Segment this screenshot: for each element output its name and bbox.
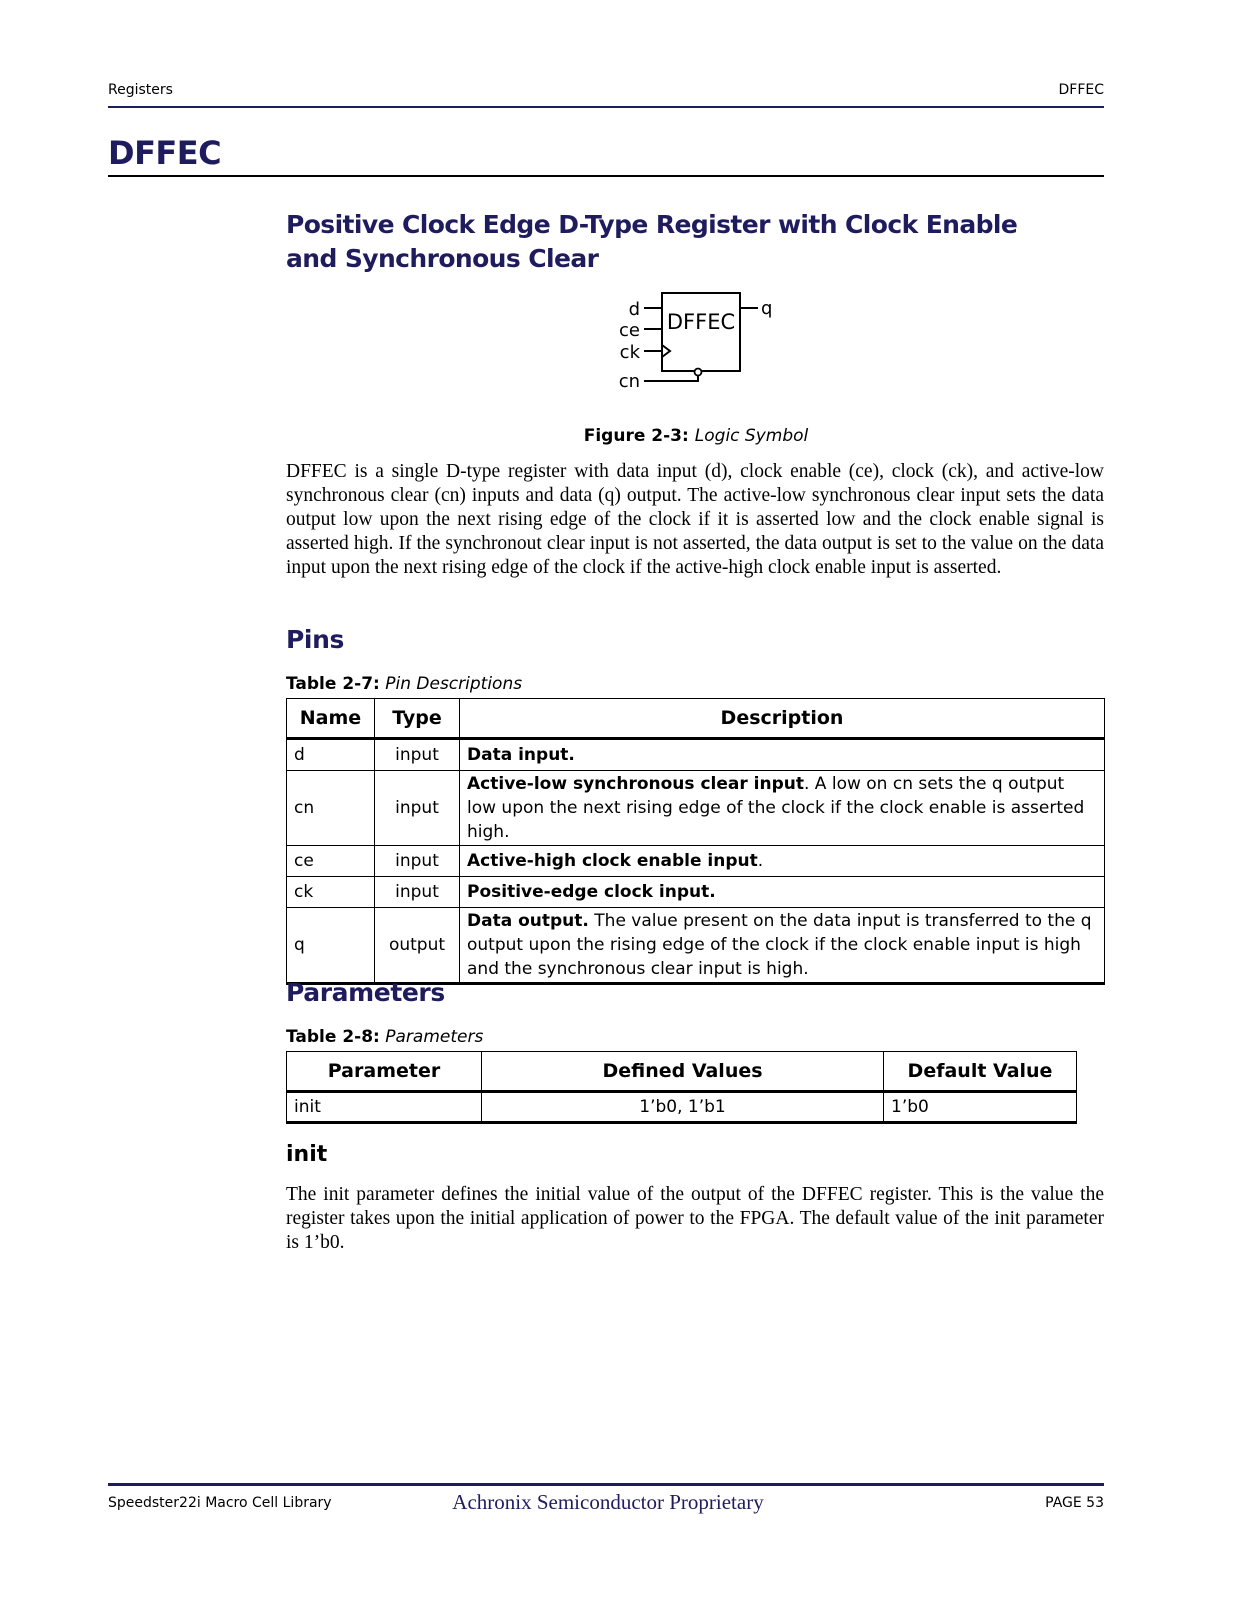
- table-row: [287, 1092, 1077, 1123]
- pin-type: input: [375, 877, 460, 908]
- pin-d-label: d: [628, 299, 640, 320]
- section-title: Positive Clock Edge D-Type Register with Clock Enable and Synchronous Clear: [286, 210, 1018, 273]
- param-default-value: 1’b0: [884, 1092, 1077, 1123]
- footer-right: PAGE 53: [1045, 1495, 1104, 1511]
- pin-cn-label: cn: [618, 371, 640, 392]
- header-right: DFFEC: [1058, 82, 1104, 98]
- table-row: [287, 739, 1105, 771]
- footer-left: Speedster22i Macro Cell Library: [108, 1495, 332, 1511]
- description-paragraph: DFFEC is a single D-type register with data input (d), clock enable (ce), clock (ck), and active-low synchronous clear (cn) inputs and data (q) output. The active-low synchronous clear input sets the data output low upon the next rising edge of the clock if it is asserted low and the clock enable signal is asserted high. If the synchronout clear input is not asserted, the data output is set to the value on the data input upon the next rising edge of the clock if the active-high clock enable input is asserted.: [286, 461, 1104, 578]
- pin-type: input: [375, 771, 460, 846]
- pin-description-rest: . A low on cn sets the q output low upon the next rising edge of the clock if the clock enable is asserted high.: [467, 774, 1085, 842]
- pin-q-label: q: [761, 298, 773, 319]
- pin-description: [460, 877, 1105, 908]
- col-header-default-value: Default Value: [884, 1052, 1077, 1092]
- parameters-table: [286, 1051, 1077, 1124]
- inversion-bubble-icon: [695, 369, 702, 376]
- params-table-caption: [286, 1027, 483, 1047]
- pin-name: d: [287, 739, 375, 771]
- pin-name: cn: [287, 771, 375, 846]
- pin-description-bold: Positive-edge clock input.: [467, 882, 716, 902]
- pins-table: [286, 698, 1105, 985]
- table-row: [287, 846, 1105, 877]
- pins-caption-text: Pin Descriptions: [385, 674, 523, 694]
- pin-description-bold: Data output.: [467, 911, 589, 931]
- pin-type: input: [375, 846, 460, 877]
- pin-description: [460, 846, 1105, 877]
- pin-ck-label: ck: [619, 342, 640, 363]
- pin-description-bold: Active-low synchronous clear input: [467, 774, 804, 794]
- pin-ce-label: ce: [619, 320, 640, 341]
- col-header-name: Name: [287, 699, 375, 739]
- parameters-heading: Parameters: [286, 978, 445, 1007]
- figure-caption-text: Logic Symbol: [694, 426, 809, 446]
- cn-wire: [644, 375, 698, 381]
- table-row: [287, 908, 1105, 984]
- clock-edge-icon: [662, 345, 670, 357]
- pin-type: output: [375, 908, 460, 984]
- col-header-description: Description: [460, 699, 1105, 739]
- pin-description-bold: Active-high clock enable input: [467, 851, 758, 871]
- params-caption-text: Parameters: [385, 1027, 484, 1047]
- footer-rule: [108, 1483, 1104, 1486]
- pin-description: [460, 771, 1105, 846]
- pin-description: [460, 908, 1105, 984]
- header-rule: [108, 106, 1104, 108]
- pin-name: q: [287, 908, 375, 984]
- param-defined-values: 1’b0, 1’b1: [482, 1092, 884, 1123]
- init-heading: init: [286, 1142, 328, 1167]
- figure-caption-label: Figure 2-3:: [583, 426, 689, 446]
- col-header-type: Type: [375, 699, 460, 739]
- page-title: DFFEC: [108, 134, 222, 172]
- header-left: Registers: [108, 82, 173, 98]
- params-caption-label: Table 2-8:: [286, 1027, 380, 1047]
- pin-name: ce: [287, 846, 375, 877]
- pins-heading: Pins: [286, 625, 344, 654]
- col-header-defined-values: Defined Values: [482, 1052, 884, 1092]
- title-rule: [108, 175, 1104, 177]
- pins-caption-label: Table 2-7:: [286, 674, 380, 694]
- pin-type: input: [375, 739, 460, 771]
- table-row: [287, 771, 1105, 846]
- param-name: init: [287, 1092, 482, 1123]
- col-header-parameter: Parameter: [287, 1052, 482, 1092]
- pin-name: ck: [287, 877, 375, 908]
- pin-description-rest: .: [757, 851, 764, 871]
- init-paragraph: The init parameter defines the initial value of the output of the DFFEC register. This is the value the register takes upon the initial application of power to the FPGA. The default value of the init parameter is 1’b0.: [286, 1184, 1104, 1253]
- table-row: [287, 877, 1105, 908]
- pin-description-rest: The value present on the data input is transferred to the q output upon the rising edge of the clock if the clock enable input is high and the synchronous clear input is high.: [467, 911, 1092, 979]
- logic-symbol: [600, 288, 800, 398]
- figure-caption: [286, 426, 1106, 446]
- pin-description-bold: Data input.: [467, 745, 575, 765]
- footer-center: Achronix Semiconductor Proprietary: [452, 1490, 764, 1514]
- block-label: DFFEC: [666, 310, 736, 334]
- pin-description: [460, 739, 1105, 771]
- pins-table-caption: [286, 674, 522, 694]
